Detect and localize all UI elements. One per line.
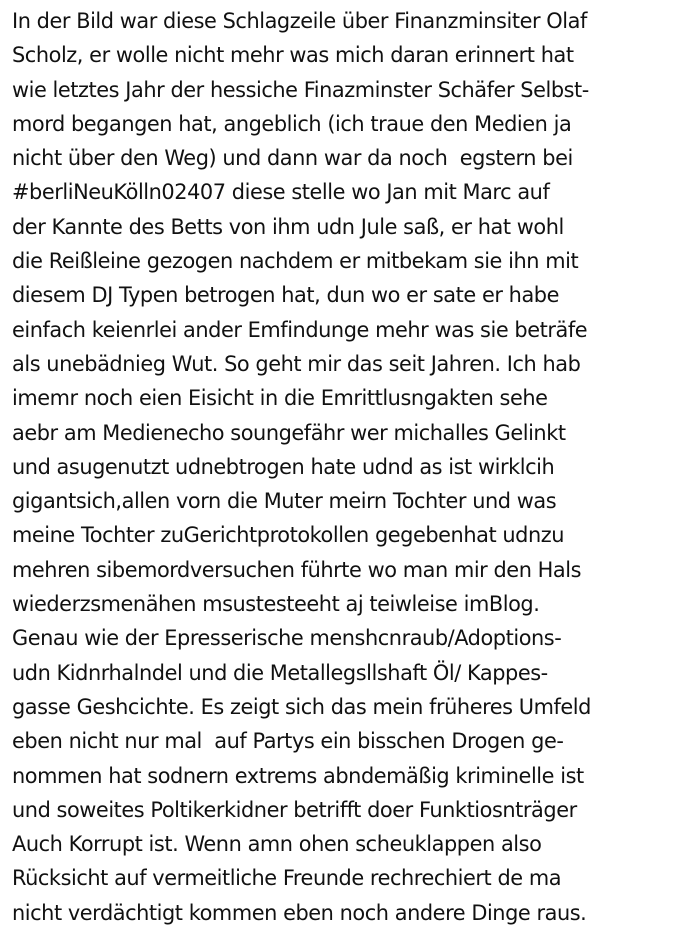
text-line: meine Tochter zuGerichtprotokollen gegebenhat udnzu (12, 523, 565, 548)
text-line: und soweites Poltikerkidner betrifft doer Funktiosnträger (12, 797, 577, 822)
text-line: mehren sibemordversuchen führte wo man mir den Hals (12, 557, 582, 582)
text-line: In der Bild war diese Schlagzeile über Finanzminsiter Olaf (12, 9, 587, 33)
text-line: eben nicht nur mal auf Partys ein bisschen Drogen ge- (12, 729, 564, 754)
text-line: Genau wie der Epresserische menshcnraub/Adoptions- (12, 626, 562, 651)
text-line: wie letztes Jahr der hessiche Finazminster Schäfer Selbst- (12, 77, 589, 102)
text-line: Rücksicht auf vermeitliche Freunde rechrechiert de ma (12, 866, 562, 891)
text-line: gasse Geshcichte. Es zeigt sich das mein früheres Umfeld (12, 694, 591, 719)
text-line: die Reißleine gezogen nachdem er mitbekam sie ihn mit (12, 249, 579, 274)
text-line: wiederzsmenähen msustesteeht aj teiwleise imBlog. (12, 592, 540, 617)
text-line: aebr am Medienecho soungefähr wer michalles Gelinkt (12, 420, 566, 445)
text-line: nicht verdächtigt kommen eben noch andere Dinge raus. (12, 900, 587, 925)
text-line: einfach keienrlei ander Emfindunge mehr was sie beträfe (12, 317, 588, 342)
text-line: der Kannte des Betts von ihm udn Jule saß, er hat wohl (12, 214, 564, 239)
text-line: mord begangen hat, angeblich (ich traue den Medien ja (12, 111, 572, 136)
text-line: und asugenutzt udnebtrogen hate udnd as ist wirklcih (12, 454, 555, 479)
text-line: udn Kidnrhalndel und die Metallegsllshaft Öl/ Kappes- (12, 660, 548, 685)
text-line: nommen hat sodnern extrems abndemäßig kriminelle ist (12, 763, 584, 788)
text-line: diesem DJ Typen betrogen hat, dun wo er sate er habe (12, 283, 559, 308)
text-line: #berliNeuKölln02407 diese stelle wo Jan mit Marc auf (12, 180, 550, 205)
text-line: imemr noch eien Eisicht in die Emrittlusngakten sehe (12, 386, 548, 411)
body-text (12, 4, 684, 930)
text-line: nicht über den Weg) und dann war da noch egstern bei (12, 146, 573, 171)
text-line: als unebädnieg Wut. So geht mir das seit Jahren. Ich hab (12, 351, 581, 376)
text-line: gigantsich,allen vorn die Muter meirn Tochter und was (12, 489, 557, 514)
text-line: Auch Korrupt ist. Wenn amn ohen scheuklappen also (12, 832, 542, 857)
text-line: Scholz, er wolle nicht mehr was mich daran erinnert hat (12, 43, 574, 68)
